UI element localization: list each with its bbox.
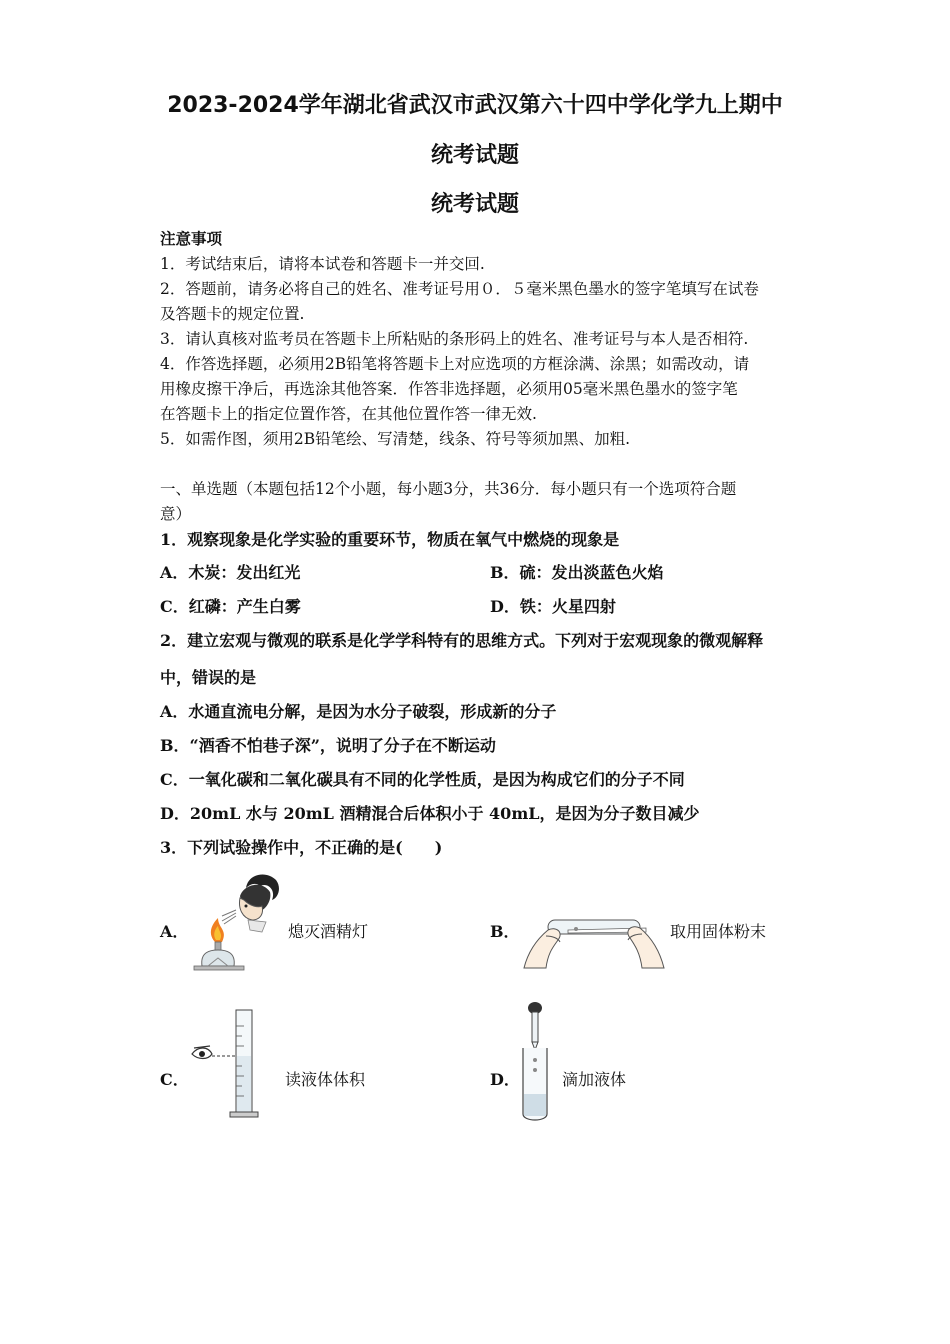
question-2-stem-cont: 中，错误的是 <box>160 668 257 687</box>
question-3-stem: 3．下列试验操作中，不正确的是( ) <box>160 838 443 857</box>
notice-line: 2．答题前，请务必将自己的姓名、准考证号用０．５毫米黑色墨水的签字笔填写在试卷 <box>160 280 759 298</box>
notice-line: 及答题卡的规定位置. <box>160 305 305 323</box>
notice-line: 在答题卡上的指定位置作答，在其他位置作答一律无效. <box>160 405 537 423</box>
q3-option-c-caption: 读液体体积 <box>285 1070 366 1089</box>
dropper-test-tube-illustration <box>515 1000 555 1124</box>
section-header: 一、单选题（本题包括12个小题，每小题3分，共36分．每小题只有一个选项符合题 <box>160 480 737 498</box>
q3-option-d-caption: 滴加液体 <box>562 1070 627 1089</box>
graduated-cylinder-illustration <box>190 1006 275 1124</box>
q1-option-b: B．硫：发出淡蓝色火焰 <box>490 563 664 582</box>
question-2-stem: 2．建立宏观与微观的联系是化学学科特有的思维方式。下列对于宏观现象的微观解释 <box>160 631 764 650</box>
q2-option-b: B．“酒香不怕巷子深”，说明了分子在不断运动 <box>160 736 496 755</box>
q3-option-b-letter: B． <box>490 922 520 941</box>
notice-line: 5．如需作图，须用2B铅笔绘、写清楚，线条、符号等须加黑、加粗. <box>160 430 631 448</box>
question-1-stem: 1．观察现象是化学实验的重要环节，物质在氧气中燃烧的现象是 <box>160 530 620 549</box>
page-title-line1: 2023-2024学年湖北省武汉市武汉第六十四中学化学九上期中 <box>167 93 783 118</box>
page-title-line2: 统考试题 <box>430 143 519 168</box>
notice-line: 1．考试结束后，请将本试卷和答题卡一并交回. <box>160 255 485 273</box>
q3-option-a-letter: A． <box>160 922 189 941</box>
q2-option-c: C．一氧化碳和二氧化碳具有不同的化学性质，是因为构成它们的分子不同 <box>160 770 685 789</box>
q1-option-d: D．铁：火星四射 <box>490 597 616 616</box>
section-header-cont: 意） <box>160 505 192 523</box>
q2-option-d: D．20mL 水与 20mL 酒精混合后体积小于 40mL，是因为分子数目减少 <box>160 804 700 823</box>
q3-option-a-caption: 熄灭酒精灯 <box>288 922 369 941</box>
page-title-line3: 统考试题 <box>430 192 519 217</box>
q2-option-a: A．水通直流电分解，是因为水分子破裂，形成新的分子 <box>160 702 557 721</box>
powder-into-tube-illustration <box>518 906 668 976</box>
notice-line: 4．作答选择题，必须用2B铅笔将答题卡上对应选项的方框涂满、涂黑；如需改动，请 <box>160 355 750 373</box>
notice-line: 3．请认真核对监考员在答题卡上所粘贴的条形码上的姓名、准考证号与本人是否相符. <box>160 330 749 348</box>
q3-option-b-caption: 取用固体粉末 <box>670 922 767 941</box>
notice-line: 用橡皮擦干净后，再选涂其他答案．作答非选择题，必须用05毫米黑色墨水的签字笔 <box>160 380 738 398</box>
q3-option-c-letter: C． <box>160 1070 189 1089</box>
q1-option-c: C．红磷：产生白雾 <box>160 597 301 616</box>
q3-option-d-letter: D． <box>490 1070 520 1089</box>
notice-heading: 注意事项 <box>160 229 223 248</box>
blow-out-lamp-illustration <box>188 866 283 981</box>
q1-option-a: A．木炭：发出红光 <box>160 563 301 582</box>
